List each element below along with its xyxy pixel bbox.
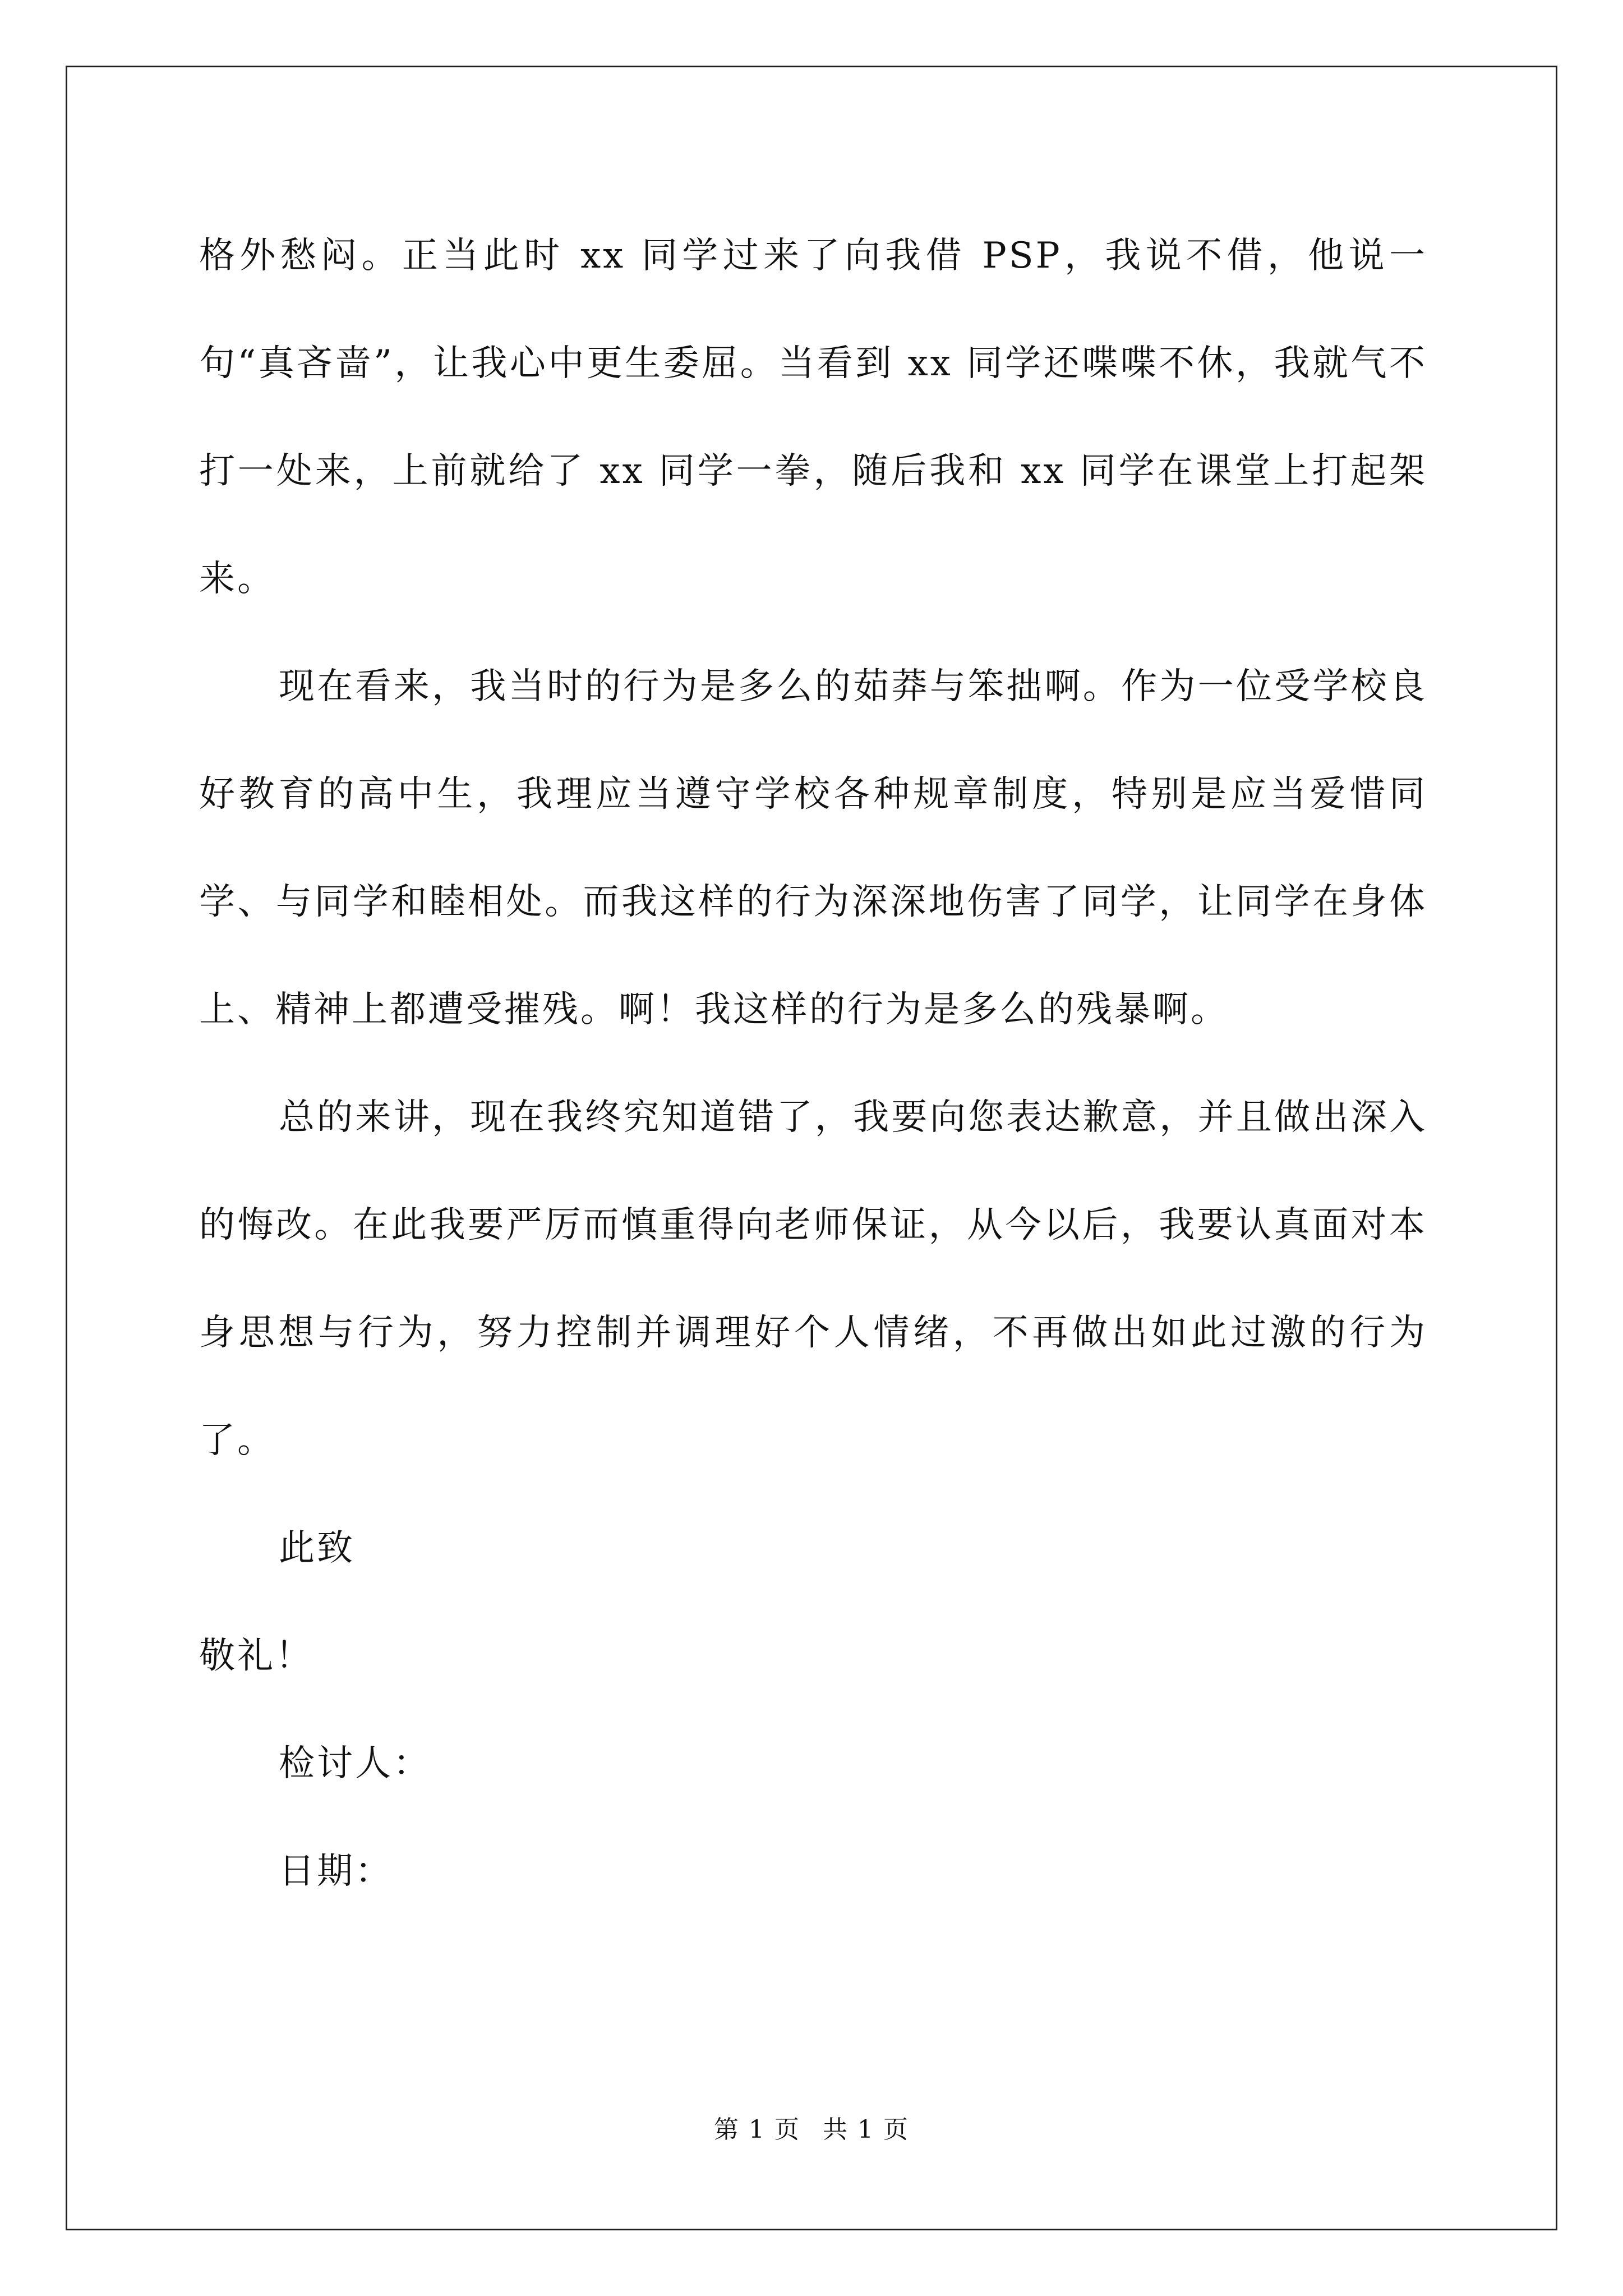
signature-line: 检讨人： bbox=[279, 1743, 431, 1784]
closing-salutation: 此致 bbox=[279, 1527, 355, 1569]
page-footer bbox=[0, 2109, 1623, 2145]
paragraph-3: 总的来讲，现在我终究知道错了，我要向您表达歉意，并且做出深入的悔改。在此我要严厉而慎重得向老师保证，从今以后，我要认真面对本身思想与行为，努力控制并调理好个人情绪，不再做出如此过激的行为了。 bbox=[199, 1097, 1427, 1461]
document-body bbox=[199, 202, 1427, 1925]
page-number: 第 1 页 bbox=[714, 2115, 800, 2144]
date-line: 日期： bbox=[279, 1851, 393, 1892]
paragraph-2: 现在看来，我当时的行为是多么的茹莽与笨拙啊。作为一位受学校良好教育的高中生，我理应当遵守学校各种规章制度，特别是应当爱惜同学、与同学和睦相处。而我这样的行为深深地伤害了同学，让同学在身体上、精神上都遭受摧残。啊！我这样的行为是多么的残暴啊。 bbox=[199, 666, 1427, 1030]
paragraph-1: 格外愁闷。正当此时 xx 同学过来了向我借 PSP，我说不借，他说一句“真吝啬”，让我心中更生委屈。当看到 xx 同学还喋喋不休，我就气不打一处来，上前就给了 xx 同学一拳，随后我和 xx 同学在课堂上打起架来。 bbox=[199, 235, 1427, 600]
closing-regards: 敬礼！ bbox=[199, 1635, 313, 1677]
page-total: 共 1 页 bbox=[823, 2115, 909, 2144]
